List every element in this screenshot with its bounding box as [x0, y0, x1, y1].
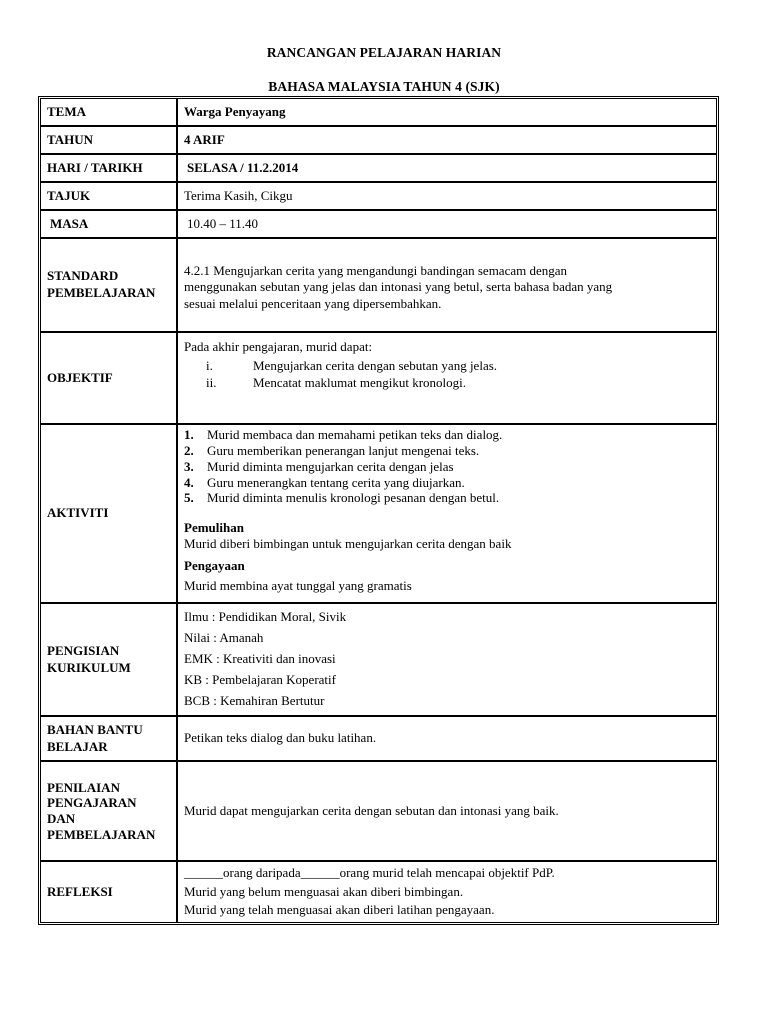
row-tema [40, 98, 717, 126]
label-tema: TEMA [40, 98, 177, 126]
value-objektif [177, 332, 717, 424]
label-penilaian-line: PENILAIAN [47, 779, 120, 795]
label-standard-line1: STANDARD [47, 268, 119, 284]
value-masa: 10.40 – 11.40 [177, 210, 717, 238]
item-text: Murid membaca dan memahami petikan teks dan dialog. [207, 427, 503, 442]
label-bahan [40, 716, 177, 761]
pemulihan-heading: Pemulihan [184, 520, 244, 536]
value-aktiviti [177, 424, 717, 603]
row-masa [40, 210, 717, 238]
pengisian-line: EMK : Kreativiti dan inovasi [184, 651, 336, 666]
value-refleksi [177, 861, 717, 923]
standard-line: sesuai melalui penceritaan yang dipersembahkan. [184, 295, 442, 311]
label-bahan-line2: BELAJAR [47, 738, 108, 754]
label-pengisian-line2: KURIKULUM [47, 659, 131, 675]
value-standard [177, 238, 717, 332]
label-tajuk: TAJUK [40, 182, 177, 210]
label-penilaian-line: DAN [47, 811, 76, 826]
value-hari-tarikh: SELASA / 11.2.2014 [177, 154, 717, 182]
list-item [184, 443, 710, 459]
list-item [184, 490, 710, 506]
lesson-plan-table [38, 96, 719, 925]
row-bahan-bantu-belajar [40, 716, 717, 761]
label-aktiviti: AKTIVITI [40, 424, 177, 603]
label-penilaian-line: PENGAJARAN [47, 795, 137, 811]
refleksi-line: Murid yang belum menguasai akan diberi bimbingan. [184, 883, 464, 899]
item-number: ii. [206, 374, 217, 390]
aktiviti-list [184, 427, 710, 506]
label-standard [40, 238, 177, 332]
row-hari-tarikh [40, 154, 717, 182]
row-tajuk [40, 182, 717, 210]
pemulihan-text: Murid diberi bimbingan untuk mengujarkan cerita dengan baik [184, 536, 512, 552]
document-title: RANCANGAN PELAJARAN HARIAN [266, 45, 502, 60]
item-number: 1. [184, 427, 194, 442]
item-number: i. [206, 357, 213, 373]
label-penilaian-line: PEMBELAJARAN [47, 826, 156, 842]
standard-line: 4.2.1 Mengujarkan cerita yang mengandungi bandingan semacam dengan [184, 263, 568, 278]
item-text: Guru memberikan penerangan lanjut mengenai teks. [207, 442, 480, 458]
item-text: Murid diminta mengujarkan cerita dengan jelas [207, 458, 454, 474]
item-number: 2. [184, 442, 194, 458]
label-pengisian-line1: PENGISIAN [47, 642, 120, 658]
item-number: 3. [184, 458, 194, 474]
pengayaan-text: Murid membina ayat tunggal yang gramatis [184, 577, 412, 593]
item-number: 4. [184, 474, 194, 490]
pengisian-line: BCB : Kemahiran Bertutur [184, 693, 325, 708]
label-hari-tarikh: HARI / TARIKH [40, 154, 177, 182]
row-penilaian [40, 761, 717, 861]
label-refleksi: REFLEKSI [40, 861, 177, 923]
value-pengisian [177, 603, 717, 716]
refleksi-line: Murid yang telah menguasai akan diberi latihan pengayaan. [184, 902, 495, 918]
label-objektif: OBJEKTIF [40, 332, 177, 424]
item-number: 5. [184, 490, 194, 506]
list-item [184, 375, 710, 392]
document-subtitle: BAHASA MALAYSIA TAHUN 4 (SJK) [268, 79, 500, 94]
label-penilaian [40, 761, 177, 861]
item-text: Mencatat maklumat mengikut kronologi. [253, 374, 467, 390]
label-pengisian [40, 603, 177, 716]
pengisian-line: Ilmu : Pendidikan Moral, Sivik [184, 609, 347, 624]
label-masa: MASA [40, 210, 177, 238]
list-item [184, 459, 710, 475]
list-item [184, 358, 710, 375]
objektif-list [184, 358, 710, 392]
label-tahun: TAHUN [40, 126, 177, 154]
row-objektif [40, 332, 717, 424]
list-item [184, 475, 710, 491]
row-pengisian-kurikulum [40, 603, 717, 716]
list-item [184, 427, 710, 443]
item-text: Mengujarkan cerita dengan sebutan yang jelas. [253, 357, 498, 373]
value-tahun: 4 ARIF [177, 126, 717, 154]
item-text: Murid diminta menulis kronologi pesanan dengan betul. [207, 490, 500, 506]
label-bahan-line1: BAHAN BANTU [47, 721, 143, 737]
label-standard-line2: PEMBELAJARAN [47, 285, 156, 300]
value-tema: Warga Penyayang [177, 98, 717, 126]
row-tahun [40, 126, 717, 154]
standard-line: menggunakan sebutan yang jelas dan intonasi yang betul, serta bahasa badan yang [184, 279, 613, 295]
row-standard [40, 238, 717, 332]
value-bahan: Petikan teks dialog dan buku latihan. [177, 716, 717, 761]
row-aktiviti [40, 424, 717, 603]
row-refleksi [40, 861, 717, 923]
pengisian-line: KB : Pembelajaran Koperatif [184, 672, 336, 687]
refleksi-line: ______orang daripada______orang murid telah mencapai objektif PdP. [184, 864, 555, 880]
item-text: Guru menerangkan tentang cerita yang diujarkan. [207, 474, 465, 490]
pengisian-line: Nilai : Amanah [184, 630, 264, 645]
pengayaan-heading: Pengayaan [184, 558, 245, 574]
value-penilaian: Murid dapat mengujarkan cerita dengan sebutan dan intonasi yang baik. [177, 761, 717, 861]
objektif-intro: Pada akhir pengajaran, murid dapat: [184, 339, 373, 354]
value-tajuk: Terima Kasih, Cikgu [177, 182, 717, 210]
